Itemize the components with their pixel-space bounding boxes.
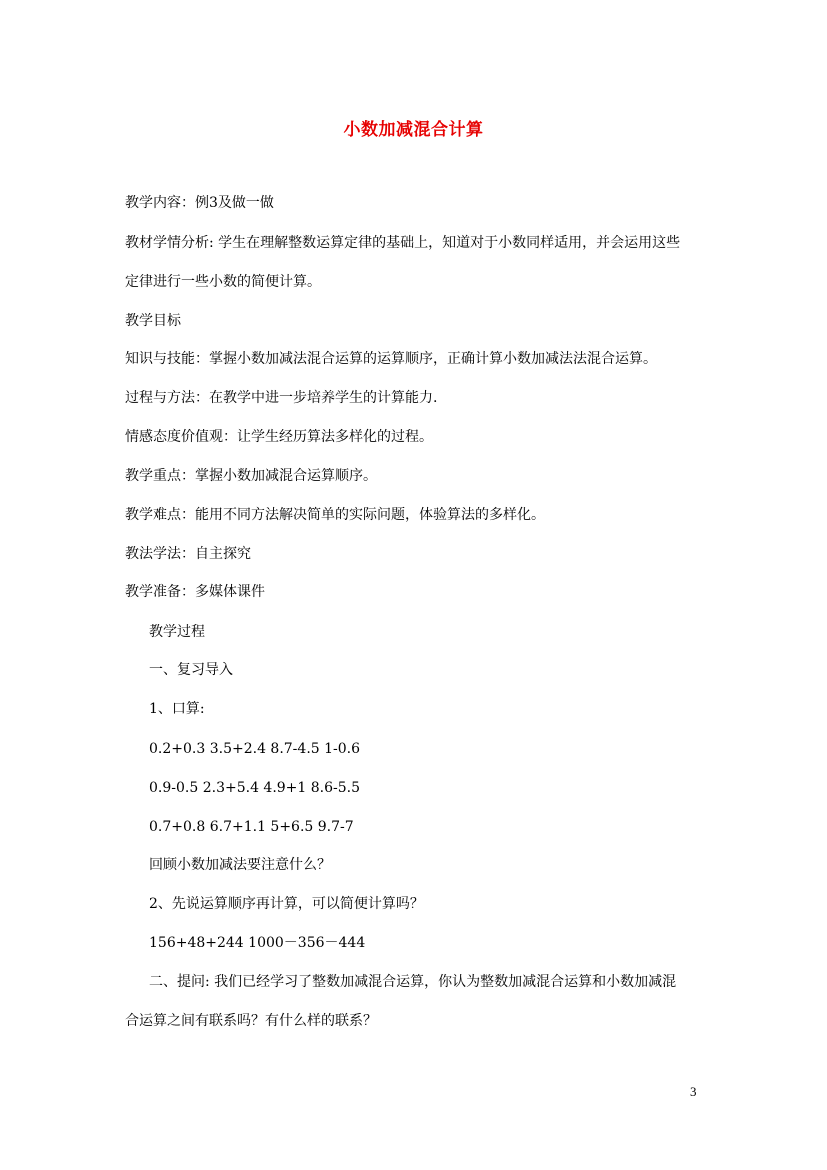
- text-line-calc-row-3: 0.7+0.8 6.7+1.1 5+6.5 9.7-7: [149, 819, 354, 835]
- text-line-difficulty: 教学难点：能用不同方法解决简单的实际问题，体验算法的多样化。: [125, 507, 545, 523]
- text-line-preparation: 教学准备：多媒体课件: [125, 584, 265, 600]
- text-line-recall: 回顾小数加减法要注意什么？: [149, 857, 331, 873]
- text-line-content: 教学内容：例3及做一做: [125, 195, 274, 211]
- text-line-order-question: 2、先说运算顺序再计算，可以简便计算吗？: [149, 896, 424, 912]
- text-line-knowledge: 知识与技能：掌握小数加减法混合运算的运算顺序，正确计算小数加减法法混合运算。: [125, 351, 657, 367]
- text-line-oral-calc: 1、口算:: [149, 701, 205, 717]
- text-line-process: 过程与方法：在教学中进一步培养学生的计算能力.: [125, 390, 438, 406]
- text-line-calc-row-1: 0.2+0.3 3.5+2.4 8.7-4.5 1-0.6: [149, 741, 361, 757]
- text-line-expressions: 156+48+244 1000－356－444: [149, 935, 366, 951]
- text-line-analysis-cont: 定律进行一些小数的简便计算。: [125, 274, 321, 290]
- document-title: 小数加减混合计算: [343, 120, 484, 140]
- text-line-key-point: 教学重点：掌握小数加减混合运算顺序。: [125, 468, 377, 484]
- page-number: 3: [690, 1084, 697, 1099]
- text-line-analysis: 教材学情分析: 学生在理解整数运算定律的基础上，知道对于小数同样适用，并会运用这些: [125, 235, 681, 251]
- text-line-method: 教法学法：自主探究: [125, 546, 251, 562]
- text-line-attitude: 情感态度价值观：让学生经历算法多样化的过程。: [125, 429, 433, 445]
- text-line-calc-row-2: 0.9-0.5 2.3+5.4 4.9+1 8.6-5.5: [149, 780, 361, 796]
- text-line-objectives: 教学目标: [125, 313, 181, 329]
- text-line-teaching-process: 教学过程: [149, 624, 205, 640]
- text-line-review: 一、复习导入: [149, 662, 233, 678]
- text-line-question: 二、提问: 我们已经学习了整数加减混合运算，你认为整数加减混合运算和小数加减混: [149, 974, 677, 990]
- text-line-question-cont: 合运算之间有联系吗？有什么样的联系？: [125, 1013, 377, 1029]
